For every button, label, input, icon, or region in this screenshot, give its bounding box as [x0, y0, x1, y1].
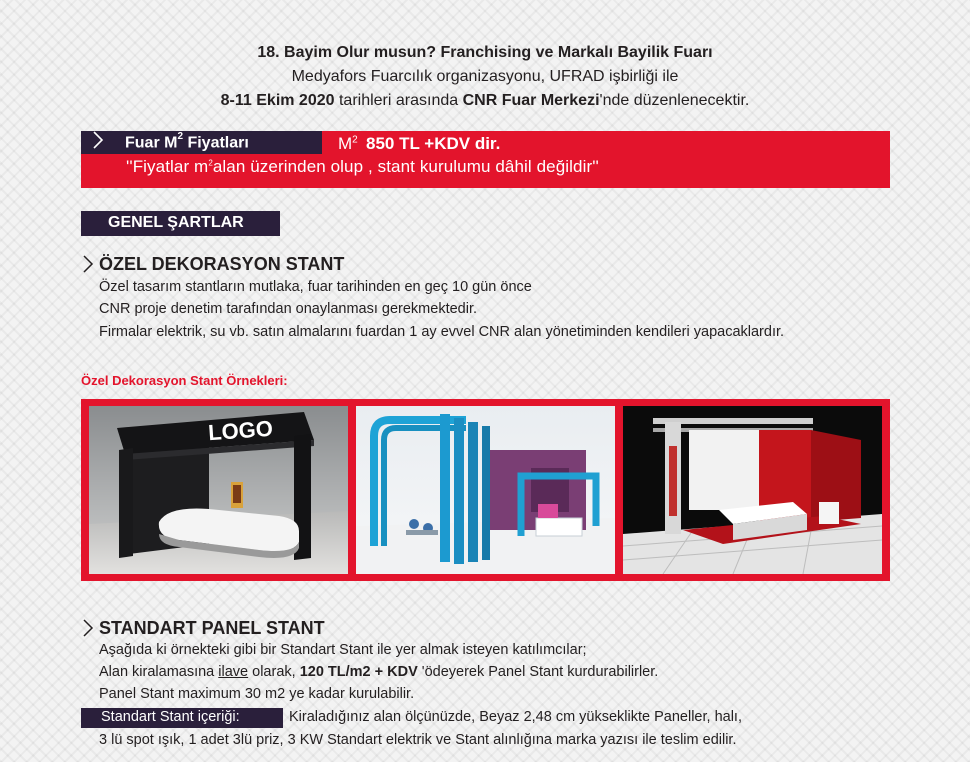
stand-example-image	[623, 406, 882, 574]
event-organizer: Medyafors Fuarcılık organizasyonu, UFRAD işbirliği ile	[291, 68, 679, 85]
examples-label: Özel Dekorasyon Stant Örnekleri:	[81, 373, 288, 388]
price-note: ''Fiyatlar $m^2alan$ üzerinden olup , stant kurulumu dâhil değildir''	[126, 157, 599, 176]
standard-stand-line: Aşağıda ki örnekteki gibi bir Standart Stant ile yer almak isteyen katılımcılar;	[99, 642, 587, 658]
standard-stand-line: 3 lü spot ışık, 1 adet 3lü priz, 3 KW Standart elektrik ve Stant alınlığına marka yazısı ile teslim edilir.	[99, 732, 737, 748]
standard-stand-price: 120 TL/m2 + KDV	[299, 664, 418, 680]
standard-stand-line: Panel Stant maximum 30 m2 ye kadar kurulabilir.	[99, 686, 415, 702]
standard-stand-price-line: Alan kiralamasına ilave olarak, 120 TL/m2 + KDV 'ödeyerek Panel Stant kurdurabilirler.	[99, 664, 659, 680]
chevron-right-icon	[82, 253, 94, 280]
event-dates: 8-11 Ekim 2020 tarihleri arasında CNR Fuar Merkezi'nde düzenlenecektir.	[220, 92, 750, 109]
stand-example-image	[89, 406, 348, 574]
event-title: 18. Bayim Olur musun? Franchising ve Markalı Bayilik Fuarı	[257, 44, 713, 61]
price-label: Fuar $M^2$ Fiyatları	[125, 131, 249, 152]
general-terms-title: GENEL ŞARTLAR	[108, 214, 244, 231]
chevron-right-icon	[92, 129, 104, 156]
special-stand-line: Firmalar elektrik, su vb. satın almalarını fuardan 1 ay evvel CNR alan yönetiminden kendileri yapacaklardır.	[99, 324, 785, 340]
price-unit: $M^2$	[338, 134, 358, 153]
stand-contents-text: Kiraladığınız alan ölçünüzde, Beyaz 2,48 cm yükseklikte Paneller, halı,	[289, 709, 742, 725]
special-stand-line: CNR proje denetim tarafından onaylanması gerekmektedir.	[99, 301, 477, 317]
event-venue: CNR Fuar Merkezi	[462, 92, 600, 109]
event-date: 8-11 Ekim 2020	[220, 92, 335, 109]
special-stand-line: Özel tasarım stantların mutlaka, fuar tarihinden en geç 10 gün önce	[99, 279, 532, 295]
chevron-right-icon	[82, 617, 94, 644]
stand-example-image	[356, 406, 615, 574]
price-value: 850 TL +KDV dir.	[366, 134, 501, 153]
stand-contents-label: Standart Stant içeriği:	[101, 709, 240, 725]
special-stand-title: ÖZEL DEKORASYON STANT	[99, 254, 345, 274]
standard-stand-title: STANDART PANEL STANT	[99, 618, 325, 638]
logo-text: LOGO	[207, 415, 274, 446]
